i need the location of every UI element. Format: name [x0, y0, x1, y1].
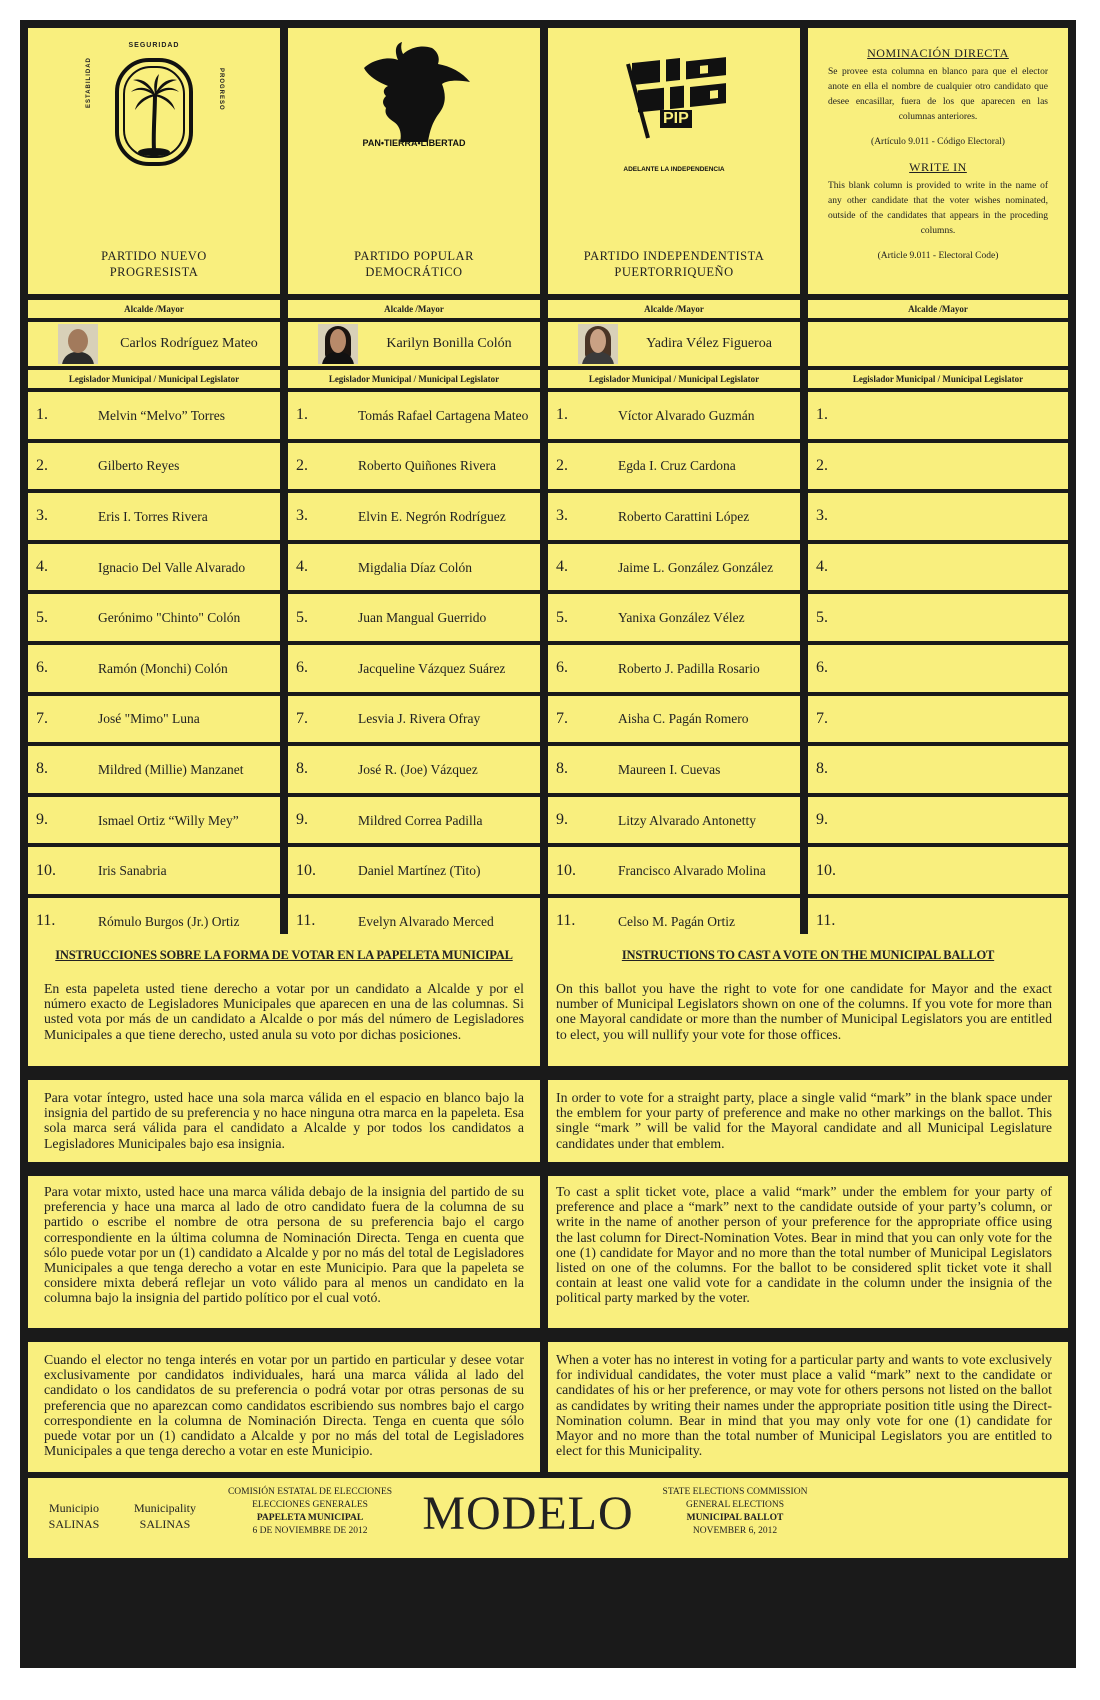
candidate-number: 6.	[556, 659, 568, 677]
candidate-number: 4.	[36, 558, 48, 576]
legislator-office-label: Legislador Municipal / Municipal Legislator	[288, 370, 540, 388]
candidate-name: Roberto Quiñones Rivera	[358, 458, 496, 474]
party-slogan: ADELANTE LA INDEPENDENCIA	[623, 166, 725, 173]
legislator-candidate-write-in[interactable]	[808, 696, 1068, 743]
candidate-name: Ismael Ortiz “Willy Mey”	[98, 812, 239, 828]
candidate-number: 7.	[296, 709, 308, 727]
legislator-candidate-write-in[interactable]	[808, 746, 1068, 793]
candidate-number: 3.	[816, 507, 828, 525]
party-slogan: PAN•TIERRA•LIBERTAD	[362, 138, 466, 148]
legislator-candidate-pip[interactable]	[548, 392, 800, 439]
candidate-number: 11.	[296, 912, 316, 930]
write-in-cite-es: (Artículo 9.011 - Código Electoral)	[871, 137, 1005, 147]
write-in-text-en: This blank column is provided to write in the name of any other candidate that the voter wishes nominated, outside of the candidates that appears in the proceding columns.	[828, 181, 1048, 236]
party-name: PARTIDO POPULAR DEMOCRÁTICO	[354, 249, 474, 279]
candidate-number: 4.	[556, 558, 568, 576]
candidate-name: Gerónimo "Chinto" Colón	[98, 610, 241, 626]
write-in-cite-en: (Article 9.011 - Electoral Code)	[877, 251, 999, 261]
party-column-pip[interactable]	[548, 28, 800, 294]
candidate-name: Yanixa González Vélez	[618, 610, 745, 626]
candidate-name: Aisha C. Pagán Romero	[618, 711, 749, 727]
legislator-office-label: Legislador Municipal / Municipal Legislator	[808, 370, 1068, 388]
legislator-candidate-pnp[interactable]	[28, 493, 280, 540]
candidate-number: 5.	[556, 608, 568, 626]
legislator-candidate-ppd[interactable]	[288, 392, 540, 439]
legislator-office-label: Legislador Municipal / Municipal Legislator	[28, 370, 280, 388]
candidate-name: Eris I. Torres Rivera	[98, 508, 208, 524]
pip-emblem-label: PIP	[660, 110, 692, 128]
legislator-candidate-pnp[interactable]	[28, 746, 280, 793]
candidate-photo	[318, 324, 358, 364]
candidate-number: 3.	[556, 507, 568, 525]
mayor-candidate-ppd[interactable]	[288, 322, 540, 366]
candidate-number: 10.	[296, 861, 316, 879]
instructions-es-2	[28, 1080, 540, 1162]
municipio-block	[34, 1500, 114, 1532]
write-in-column-header[interactable]	[808, 28, 1068, 294]
municipio-value: SALINAS	[48, 1517, 100, 1531]
candidate-name: Iris Sanabria	[98, 863, 167, 879]
candidate-number: 5.	[296, 608, 308, 626]
instructions-paragraph: On this ballot you have the right to vote for one candidate for Mayor and the exact number of Municipal Legislators shown on one of the columns. If you vote for more than one Mayoral candidate or more than the number of Municipal Legislators you are entitled to elect, you will nullify your vote for those offices.	[556, 981, 1052, 1042]
legislator-candidate-pip[interactable]	[548, 443, 800, 490]
write-in-title-en: WRITE IN	[909, 160, 967, 174]
legislator-candidate-ppd[interactable]	[288, 696, 540, 743]
municipality-value: SALINAS	[139, 1517, 191, 1531]
ballot-footer	[28, 1478, 1068, 1558]
instructions-paragraph: When a voter has no interest in voting for a particular party and wants to vote exclusively for individual candidates, the voter must place a valid “mark” next to the candidate or candidates of his or her preference, or may vote for others persons not listed on the ballot as candidates by writing their names under the appropriate position title using the Direct-Nomination column. Bear in mind that you may only vote for one (1) candidate for Mayor and no more than the total number of Municipal Legislators you are entitled to elect for this Municipality.	[556, 1352, 1052, 1459]
legislator-candidate-pip[interactable]	[548, 544, 800, 591]
municipio-label: Municipio	[49, 1501, 99, 1515]
mayor-office-label: Alcalde /Mayor	[288, 300, 540, 318]
modelo-watermark: MODELO	[422, 1487, 634, 1540]
mayor-candidate-pnp[interactable]	[28, 322, 280, 366]
candidate-number: 5.	[816, 608, 828, 626]
legislator-candidate-pnp[interactable]	[28, 645, 280, 692]
candidate-name: Elvin E. Negrón Rodríguez	[358, 508, 506, 524]
candidate-number: 8.	[296, 760, 308, 778]
legislator-candidate-ppd[interactable]	[288, 493, 540, 540]
legislator-candidate-ppd[interactable]	[288, 443, 540, 490]
candidate-number: 10.	[36, 861, 56, 879]
candidate-number: 5.	[36, 608, 48, 626]
candidate-photo	[58, 324, 98, 364]
legislator-candidate-ppd[interactable]	[288, 797, 540, 844]
candidate-number: 9.	[816, 811, 828, 829]
write-in-instructions	[828, 46, 1048, 274]
legislator-candidate-write-in[interactable]	[808, 594, 1068, 641]
candidate-number: 10.	[556, 861, 576, 879]
candidate-photo	[578, 324, 618, 364]
legislator-candidate-write-in[interactable]	[808, 645, 1068, 692]
candidate-name: Roberto J. Padilla Rosario	[618, 660, 760, 676]
candidate-name: Mildred Correa Padilla	[358, 812, 483, 828]
instructions-paragraph: To cast a split ticket vote, place a valid “mark” under the emblem for your party of preference and place a “mark” next to the candidate outside of your party’s column, or write in the name of another person of your preference for the appropriate office using the last column for Direct-Nomination Votes. Bear in mind that you can only vote for the one (1) candidate for Mayor and no more than the total number of Municipal Legislators listed on one of the columns. For the ballot to be considered split ticket vote it shall contain at least one valid vote for a candidate in the column under the insignia of the political party marked by the voter.	[556, 1184, 1052, 1306]
candidate-name: Gilberto Reyes	[98, 458, 180, 474]
legislator-candidate-pip[interactable]	[548, 594, 800, 641]
candidate-number: 7.	[36, 709, 48, 727]
legislator-candidate-ppd[interactable]	[288, 544, 540, 591]
legislator-candidate-pnp[interactable]	[28, 594, 280, 641]
mayor-write-in[interactable]	[808, 322, 1068, 366]
candidate-number: 1.	[36, 406, 48, 424]
municipality-label: Municipality	[134, 1501, 196, 1515]
ballot-frame	[20, 20, 1076, 1668]
mayor-office-label: Alcalde /Mayor	[28, 300, 280, 318]
legislator-candidate-pnp[interactable]	[28, 797, 280, 844]
candidate-number: 8.	[36, 760, 48, 778]
instructions-es-3	[28, 1176, 540, 1328]
instructions-en-1	[548, 934, 1068, 1066]
election-info-es: COMISIÓN ESTATAL DE ELECCIONES ELECCIONES GENERALES PAPELETA MUNICIPAL 6 DE NOVIEMBRE DE 2012	[227, 1487, 393, 1536]
candidate-number: 1.	[296, 406, 308, 424]
write-in-text-es: Se provee esta columna en blanco para que el elector anote en ella el nombre de cualquier otro candidato que desee encasillar, fuera de los que aparecen en las columnas anteriores.	[828, 67, 1048, 122]
legislator-candidate-pip[interactable]	[548, 847, 800, 894]
candidate-number: 6.	[816, 659, 828, 677]
candidate-number: 9.	[296, 811, 308, 829]
candidate-name: Jacqueline Vázquez Suárez	[358, 660, 506, 676]
candidate-name: José R. (Joe) Vázquez	[358, 761, 478, 777]
candidate-name: Melvin “Melvo” Torres	[98, 407, 226, 423]
candidate-name: Juan Mangual Guerrido	[358, 610, 487, 626]
candidate-number: 8.	[816, 760, 828, 778]
instructions-es-4	[28, 1342, 540, 1472]
legislator-candidate-write-in[interactable]	[808, 443, 1068, 490]
candidate-name: Evelyn Alvarado Merced	[358, 913, 494, 929]
legislator-candidate-ppd[interactable]	[288, 594, 540, 641]
legislator-candidate-write-in[interactable]	[808, 797, 1068, 844]
instructions-es-1	[28, 934, 540, 1066]
party-name: PARTIDO NUEVO PROGRESISTA	[101, 249, 207, 279]
party-column-pnp[interactable]	[28, 28, 280, 294]
candidate-name: Víctor Alvarado Guzmán	[618, 407, 755, 423]
election-info-en: STATE ELECTIONS COMMISSION GENERAL ELECTIONS MUNICIPAL BALLOT NOVEMBER 6, 2012	[662, 1487, 808, 1536]
legislator-candidate-ppd[interactable]	[288, 847, 540, 894]
municipality-block	[120, 1500, 210, 1532]
legislator-candidate-write-in[interactable]	[808, 493, 1068, 540]
candidate-name: Celso M. Pagán Ortiz	[618, 913, 735, 929]
instructions-paragraph: In order to vote for a straight party, place a single valid “mark” in the blank space under the emblem for your party of preference and make no other markings on the ballot. This single “mark ” will be valid for the Mayoral candidate and all Municipal Legislature candidates under that emblem.	[556, 1090, 1052, 1151]
legislator-candidate-write-in[interactable]	[808, 847, 1068, 894]
legislator-office-label: Legislador Municipal / Municipal Legislator	[548, 370, 800, 388]
candidate-number: 2.	[816, 456, 828, 474]
legislator-candidate-pnp[interactable]	[28, 696, 280, 743]
legislator-candidate-pnp[interactable]	[28, 392, 280, 439]
legislator-candidate-write-in[interactable]	[808, 392, 1068, 439]
party-column-ppd[interactable]	[288, 28, 540, 294]
candidate-number: 4.	[816, 558, 828, 576]
mayor-candidate-pip[interactable]	[548, 322, 800, 366]
mayor-name: Carlos Rodríguez Mateo	[120, 336, 258, 351]
instructions-en-3	[548, 1176, 1068, 1328]
candidate-name: Litzy Alvarado Antonetty	[618, 812, 756, 828]
candidate-name: Migdalia Díaz Colón	[358, 559, 472, 575]
candidate-number: 11.	[816, 912, 836, 930]
instructions-title-es: INSTRUCCIONES SOBRE LA FORMA DE VOTAR EN LA PAPELETA MUNICIPAL	[55, 948, 513, 962]
mayor-name: Yadira Vélez Figueroa	[646, 336, 772, 351]
party-name: PARTIDO INDEPENDENTISTA PUERTORRIQUEÑO	[583, 249, 765, 279]
emblem-arc-text-right: PROGRESO	[218, 68, 224, 111]
legislator-candidate-ppd[interactable]	[288, 645, 540, 692]
candidate-number: 6.	[296, 659, 308, 677]
legislator-candidate-pnp[interactable]	[28, 847, 280, 894]
candidate-number: 10.	[816, 861, 836, 879]
candidate-number: 2.	[296, 456, 308, 474]
candidate-number: 9.	[556, 811, 568, 829]
legislator-candidate-pip[interactable]	[548, 746, 800, 793]
legislator-candidate-pnp[interactable]	[28, 443, 280, 490]
candidate-name: Mildred (Millie) Manzanet	[98, 761, 244, 777]
instructions-title-en: INSTRUCTIONS TO CAST A VOTE ON THE MUNICIPAL BALLOT	[621, 948, 995, 962]
candidate-number: 7.	[816, 709, 828, 727]
candidate-number: 3.	[296, 507, 308, 525]
candidate-number: 2.	[556, 456, 568, 474]
candidate-name: Egda I. Cruz Cardona	[618, 458, 736, 474]
candidate-number: 9.	[36, 811, 48, 829]
instructions-paragraph: Para votar íntegro, usted hace una sola marca válida en el espacio en blanco bajo la insignia del partido de su preferencia y no hace ninguna otra marca en la papeleta. Esa sola marca será válida para el candidato a Alcalde y por todos los candidatos a Legisladores Municipales bajo esa insignia.	[44, 1090, 524, 1151]
legislator-candidate-pip[interactable]	[548, 696, 800, 743]
instructions-paragraph: Cuando el elector no tenga interés en votar por un partido en particular y desee votar exclusivamente por candidatos individuales, hará una marca válida al lado del candidato o los candidatos de su preferencia o podrá votar por otras personas de su preferencia que no aparezcan como candidatos escribiendo sus nombres bajo el cargo correspondiente en la columna de Nominación Directa. Tenga en cuenta que sólo puede votar por un (1) candidato a Alcalde y por no más del total de Legisladores Municipales a que tenga derecho a votar en este Municipio.	[44, 1352, 524, 1459]
palm-tree-emblem-icon	[28, 42, 280, 172]
candidate-name: Maureen I. Cuevas	[618, 761, 721, 777]
mayor-name: Karilyn Bonilla Colón	[386, 336, 512, 351]
candidate-number: 1.	[816, 406, 828, 424]
legislator-candidate-pnp[interactable]	[28, 544, 280, 591]
candidate-number: 1.	[556, 406, 568, 424]
emblem-arc-text-left: ESTABILIDAD	[86, 57, 92, 108]
emblem-arc-text-top: SEGURIDAD	[128, 42, 180, 49]
candidate-name: Ramón (Monchi) Colón	[98, 660, 228, 676]
instructions-paragraph: Para votar mixto, usted hace una marca válida debajo de la insignia del partido de su preferencia y hace una marca al lado de otro candidato fuera de la columna de su partido o escribe el nombre de otra persona de su preferencia bajo el cargo correspondiente en la última columna de Nominación Directa. Tenga en cuenta que sólo puede votar por un (1) candidato a Alcalde y por no más del total de Legisladores Municipales a que tenga derecho a votar en este Municipio. Para que la papeleta se considere mixta deberá reflejar un voto válido para al menos un candidato en la columna bajo la insignia del partido político por el cual votó.	[44, 1184, 524, 1306]
candidate-name: Lesvia J. Rivera Ofray	[358, 711, 481, 727]
candidate-number: 4.	[296, 558, 308, 576]
instructions-en-4	[548, 1342, 1068, 1472]
candidate-name: Roberto Carattini López	[618, 508, 750, 524]
legislator-candidate-ppd[interactable]	[288, 746, 540, 793]
mayor-office-label: Alcalde /Mayor	[808, 300, 1068, 318]
candidate-number: 6.	[36, 659, 48, 677]
candidate-number: 3.	[36, 507, 48, 525]
candidate-name: Daniel Martínez (Tito)	[358, 863, 481, 879]
instructions-en-2	[548, 1080, 1068, 1162]
legislator-candidate-pip[interactable]	[548, 645, 800, 692]
legislator-candidate-pip[interactable]	[548, 797, 800, 844]
candidate-name: Francisco Alvarado Molina	[618, 863, 766, 879]
candidate-name: Rómulo Burgos (Jr.) Ortiz	[98, 913, 240, 929]
candidate-number: 8.	[556, 760, 568, 778]
write-in-title-es: NOMINACIÓN DIRECTA	[867, 46, 1009, 60]
legislator-candidate-pip[interactable]	[548, 493, 800, 540]
legislator-candidate-write-in[interactable]	[808, 544, 1068, 591]
candidate-number: 11.	[556, 912, 576, 930]
candidate-name: Jaime L. González González	[618, 559, 774, 575]
candidate-name: Tomás Rafael Cartagena Mateo	[358, 407, 529, 423]
candidate-name: Ignacio Del Valle Alvarado	[98, 559, 246, 575]
instructions-paragraph: En esta papeleta usted tiene derecho a votar por un candidato a Alcalde y por el número exacto de Legisladores Municipales que aparecen en una de las columnas. Si usted vota por más de un candidato a Alcalde o por más del número de Legisladores Municipales a que tiene derecho, usted anula su voto por dichas posiciones.	[44, 981, 524, 1042]
candidate-number: 7.	[556, 709, 568, 727]
candidate-name: José "Mimo" Luna	[98, 711, 200, 727]
mayor-office-label: Alcalde /Mayor	[548, 300, 800, 318]
jibaro-profile-emblem-icon	[288, 38, 540, 148]
candidate-number: 11.	[36, 912, 56, 930]
candidate-number: 2.	[36, 456, 48, 474]
